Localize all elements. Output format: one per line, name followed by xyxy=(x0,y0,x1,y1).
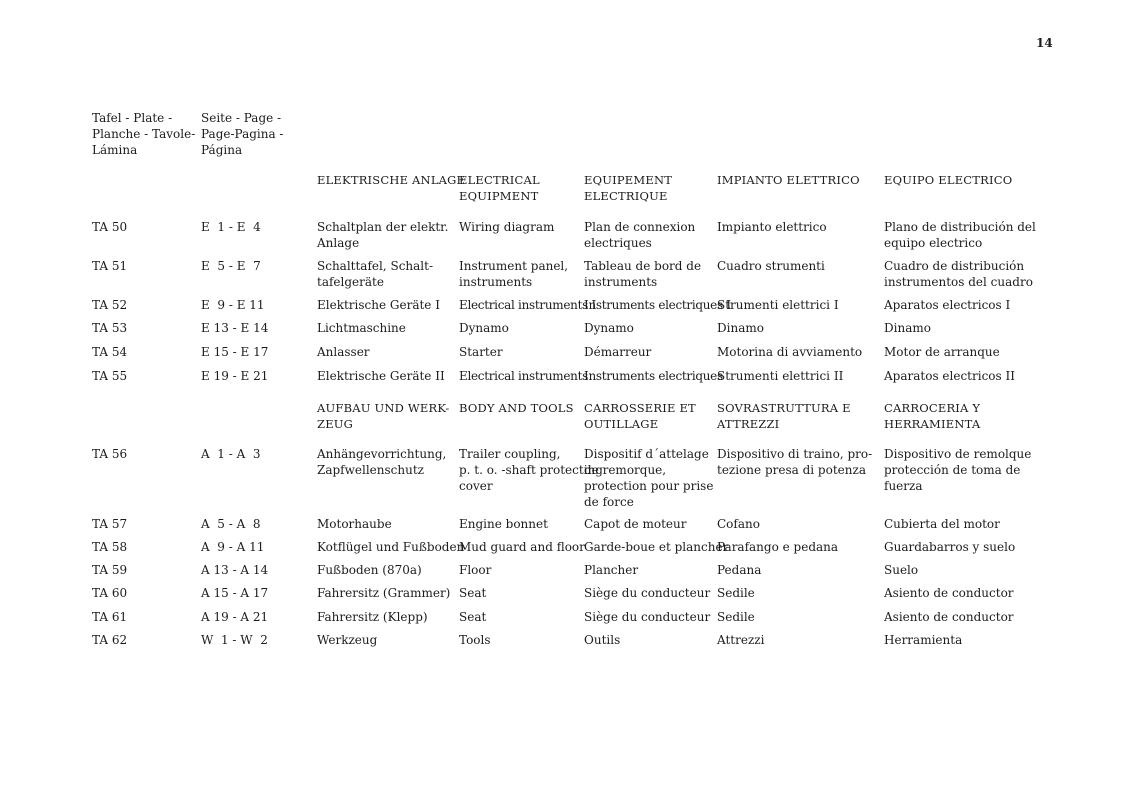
en-cell: Floor xyxy=(459,563,492,577)
plate-cell: TA 59 xyxy=(92,563,128,577)
fr-cell: Siège du conducteur xyxy=(584,610,711,624)
it-cell: Impianto elettrico xyxy=(717,220,827,234)
plate-cell: TA 56 xyxy=(92,447,128,461)
it-cell: Cofano xyxy=(717,517,760,531)
section-header-es: EQUIPO ELECTRICO xyxy=(884,173,1013,187)
page-column-header: Seite - Page - Page-Pagina - Página xyxy=(201,111,284,157)
section-header-de: AUFBAU UND WERK- ZEUG xyxy=(317,401,450,431)
de-cell: Lichtmaschine xyxy=(317,321,406,335)
en-cell: Trailer coupling, p. t. o. -shaft protecting cover xyxy=(459,447,603,493)
es-cell: Suelo xyxy=(884,563,919,577)
page-number: 14 xyxy=(1036,36,1053,50)
plate-cell: TA 51 xyxy=(92,259,128,273)
page-range-cell: A 13 - A 14 xyxy=(201,563,269,577)
es-cell: Herramienta xyxy=(884,633,963,647)
page-range-cell: A 15 - A 17 xyxy=(201,586,269,600)
page-range-cell: E 13 - E 14 xyxy=(201,321,269,335)
page-range-cell: E 15 - E 17 xyxy=(201,345,269,359)
plate-cell: TA 57 xyxy=(92,517,128,531)
page-range-cell: E 5 - E 7 xyxy=(201,259,261,273)
it-cell: Cuadro strumenti xyxy=(717,259,825,273)
plate-cell: TA 58 xyxy=(92,540,128,554)
en-cell: Wiring diagram xyxy=(459,220,555,234)
es-cell: Plano de distribución del equipo electrico xyxy=(884,220,1036,250)
plate-cell: TA 52 xyxy=(92,298,128,312)
plate-cell: TA 54 xyxy=(92,345,128,359)
plate-column-header: Tafel - Plate - Planche - Tavole- Lámina xyxy=(92,111,196,157)
page-range-cell: A 5 - A 8 xyxy=(201,517,261,531)
de-cell: Anhängevorrichtung, Zapfwellenschutz xyxy=(317,447,447,477)
fr-cell: Dispositif d´attelage de remorque, protection pour prise de force xyxy=(584,447,714,509)
fr-cell: Plan de connexion electriques xyxy=(584,220,696,250)
fr-cell: Tableau de bord de instruments xyxy=(584,259,702,289)
page-range-cell: A 9 - A 11 xyxy=(201,540,265,554)
de-cell: Schalttafel, Schalt- tafelgeräte xyxy=(317,259,434,289)
it-cell: Pedana xyxy=(717,563,762,577)
en-cell: Electrical instruments I xyxy=(459,298,596,312)
fr-cell: Instruments electriques I xyxy=(584,298,731,312)
page-range-cell: E 19 - E 21 xyxy=(201,369,269,383)
en-cell: Seat xyxy=(459,586,487,600)
fr-cell: Outils xyxy=(584,633,621,647)
fr-cell: Dynamo xyxy=(584,321,634,335)
it-cell: Strumenti elettrici I xyxy=(717,298,839,312)
it-cell: Attrezzi xyxy=(717,633,765,647)
en-cell: Dynamo xyxy=(459,321,509,335)
en-cell: Starter xyxy=(459,345,503,359)
en-cell: Electrical instruments xyxy=(459,369,588,383)
section-header-de: ELEKTRISCHE ANLAGE xyxy=(317,173,466,187)
es-cell: Cuadro de distribución instrumentos del cuadro xyxy=(884,259,1033,289)
page-range-cell: A 1 - A 3 xyxy=(201,447,261,461)
fr-cell: Siège du conducteur xyxy=(584,586,711,600)
en-cell: Seat xyxy=(459,610,487,624)
it-cell: Parafango e pedana xyxy=(717,540,839,554)
page-range-cell: A 19 - A 21 xyxy=(201,610,269,624)
section-header-en: ELECTRICAL EQUIPMENT xyxy=(459,173,540,203)
en-cell: Mud guard and floor xyxy=(459,540,585,554)
plate-cell: TA 61 xyxy=(92,610,128,624)
en-cell: Instrument panel, instruments xyxy=(459,259,569,289)
en-cell: Engine bonnet xyxy=(459,517,548,531)
it-cell: Dispositivo di traino, pro- tezione presa di potenza xyxy=(717,447,873,477)
de-cell: Anlasser xyxy=(317,345,370,359)
es-cell: Dispositivo de remolque protección de toma de fuerza xyxy=(884,447,1032,493)
it-cell: Sedile xyxy=(717,610,755,624)
plate-cell: TA 53 xyxy=(92,321,128,335)
plate-cell: TA 62 xyxy=(92,633,128,647)
de-cell: Elektrische Geräte II xyxy=(317,369,445,383)
es-cell: Aparatos electricos I xyxy=(884,298,1011,312)
page-range-cell: W 1 - W 2 xyxy=(201,633,268,647)
it-cell: Dinamo xyxy=(717,321,764,335)
fr-cell: Garde-boue et plancher xyxy=(584,540,729,554)
it-cell: Motorina di avviamento xyxy=(717,345,863,359)
de-cell: Fahrersitz (Klepp) xyxy=(317,610,428,624)
es-cell: Asiento de conductor xyxy=(884,586,1014,600)
plate-cell: TA 55 xyxy=(92,369,128,383)
page-range-cell: E 9 - E 11 xyxy=(201,298,265,312)
fr-cell: Démarreur xyxy=(584,345,652,359)
de-cell: Schaltplan der elektr. Anlage xyxy=(317,220,449,250)
de-cell: Motorhaube xyxy=(317,517,392,531)
section-header-it: SOVRASTRUTTURA E ATTREZZI xyxy=(717,401,851,431)
fr-cell: Capot de moteur xyxy=(584,517,687,531)
page-range-cell: E 1 - E 4 xyxy=(201,220,261,234)
fr-cell: Instruments electriques xyxy=(584,369,723,383)
de-cell: Fahrersitz (Grammer) xyxy=(317,586,451,600)
es-cell: Motor de arranque xyxy=(884,345,1000,359)
plate-cell: TA 60 xyxy=(92,586,128,600)
de-cell: Kotflügel und Fußboden xyxy=(317,540,465,554)
it-cell: Strumenti elettrici II xyxy=(717,369,844,383)
de-cell: Elektrische Geräte I xyxy=(317,298,440,312)
es-cell: Guardabarros y suelo xyxy=(884,540,1016,554)
section-header-fr: CARROSSERIE ET OUTILLAGE xyxy=(584,401,696,431)
plate-cell: TA 50 xyxy=(92,220,128,234)
es-cell: Asiento de conductor xyxy=(884,610,1014,624)
section-header-en: BODY AND TOOLS xyxy=(459,401,574,415)
it-cell: Sedile xyxy=(717,586,755,600)
es-cell: Aparatos electricos II xyxy=(884,369,1015,383)
fr-cell: Plancher xyxy=(584,563,639,577)
section-header-es: CARROCERIA Y HERRAMIENTA xyxy=(884,401,981,431)
es-cell: Dinamo xyxy=(884,321,931,335)
section-header-it: IMPIANTO ELETTRICO xyxy=(717,173,860,187)
de-cell: Fußboden (870a) xyxy=(317,563,422,577)
section-header-fr: EQUIPEMENT ELECTRIQUE xyxy=(584,173,673,203)
de-cell: Werkzeug xyxy=(317,633,378,647)
es-cell: Cubierta del motor xyxy=(884,517,1000,531)
en-cell: Tools xyxy=(459,633,491,647)
